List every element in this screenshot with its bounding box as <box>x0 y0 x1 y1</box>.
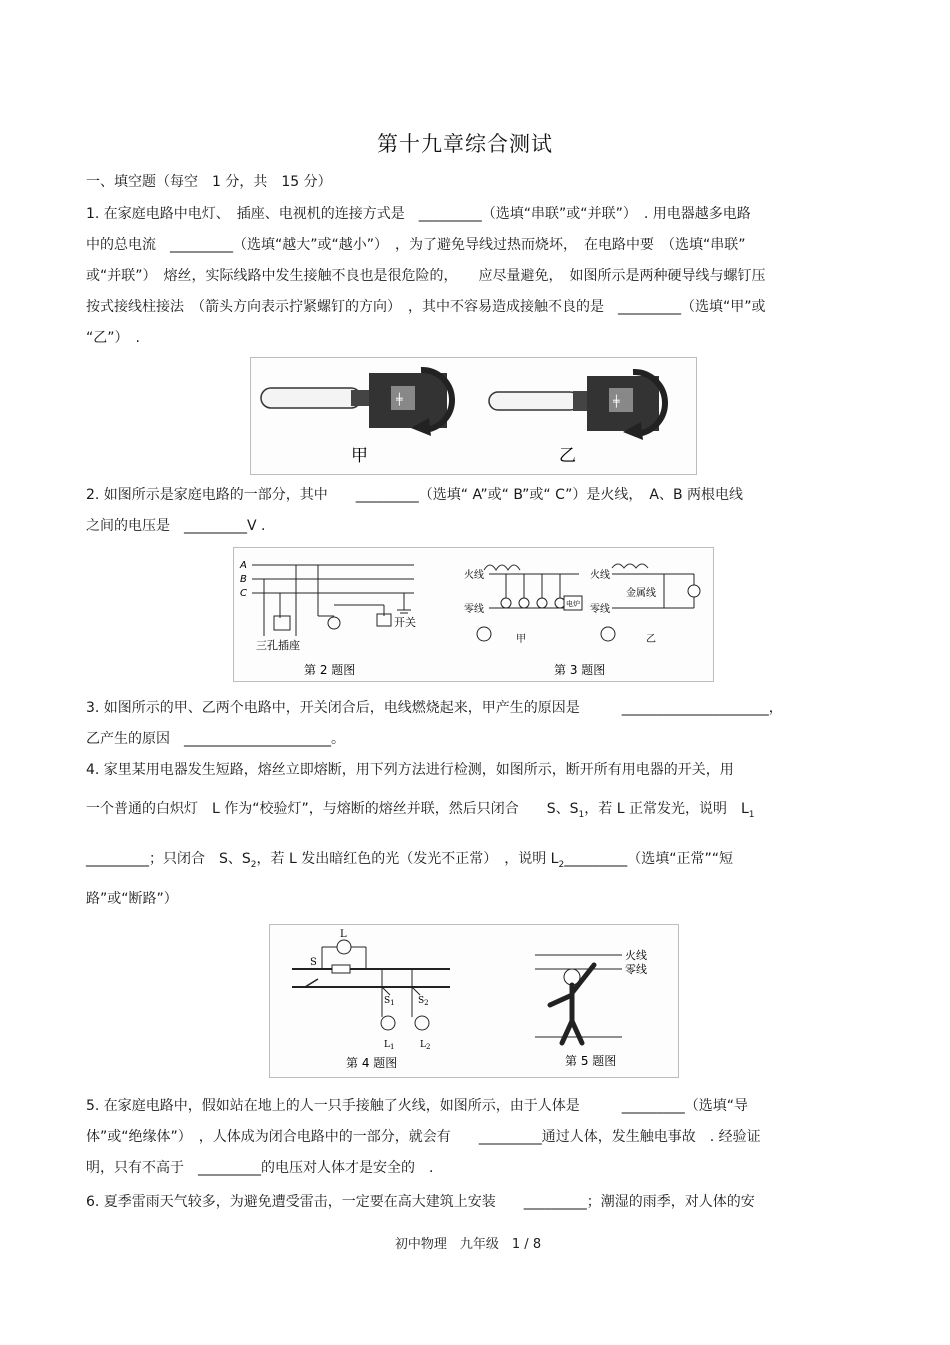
page-title: 第十九章综合测试 <box>377 132 553 156</box>
figure-2-3-circuits <box>233 547 714 682</box>
neutral-label-jia: 零线 <box>464 604 484 615</box>
figure-4-5 <box>269 924 679 1078</box>
lamp-l2-label: $L_2$ <box>420 1040 431 1051</box>
line-c-label: C <box>240 588 247 599</box>
metal-wire-label: 金属线 <box>626 588 656 599</box>
q1-line-1: 1. 在家庭电路中电灯、 插座、电视机的连接方式是 _________（选填“串联”或“并联”） . 用电器越多电路 <box>86 206 751 222</box>
figure-2-caption: 第 2 题图 <box>304 663 356 677</box>
appliance-label: 电炉 <box>566 600 580 608</box>
q3-line-2: 乙产生的原因 _____________________。 <box>86 731 345 747</box>
page-footer: 初中物理 九年级 1 / 8 <box>394 1237 542 1252</box>
q4-line-2-part-a: 一个普通的白炽灯 L 作为“校验灯”，与熔断的熔丝并联，然后只闭合 S、S <box>86 801 579 817</box>
q5-line-2: 体”或“绝缘体”） ，人体成为闭合电路中的一部分，就会有 _________通过人体，发生触电事故 . 经验证 <box>86 1129 761 1145</box>
subscript-2: 2 <box>250 859 257 870</box>
live-label-jia: 火线 <box>464 570 484 581</box>
lamp-l1-label: $L_1$ <box>384 1040 395 1051</box>
q4-line-2 <box>86 799 755 825</box>
q6-line-1: 6. 夏季雷雨天气较多，为避免遭受雷击，一定要在高大建筑上安装 _________；潮湿的雨季，对人体的安 <box>86 1194 755 1210</box>
figure-5-caption: 第 5 题图 <box>565 1054 617 1068</box>
figure-4-caption: 第 4 题图 <box>346 1056 398 1070</box>
line-a-label: A <box>240 560 247 571</box>
q2-line-2: 之间的电压是 _________V . <box>86 518 266 534</box>
subscript-1: 1 <box>578 809 585 820</box>
neutral-label-yi: 零线 <box>590 604 610 615</box>
switch-s-label: S <box>310 957 317 968</box>
q4-line-3-part-c: _________（选填“正常”“短 <box>564 851 733 867</box>
q5-line-3: 明，只有不高于 _________的电压对人体才是安全的 . <box>86 1160 434 1176</box>
figure-1-terminals <box>250 357 697 475</box>
q1-line-5: “乙”） . <box>86 330 140 346</box>
line-b-label: B <box>240 574 247 585</box>
label-jia: 甲 <box>516 634 526 645</box>
live-wire-label: 火线 <box>625 949 647 962</box>
q4-line-3 <box>86 849 733 875</box>
q5-line-1: 5. 在家庭电路中，假如站在地上的人一只手接触了火线，如图所示，由于人体是 _________（选填“导 <box>86 1098 749 1114</box>
subscript-2b: 2 <box>558 859 565 870</box>
label-yi: 乙 <box>646 634 656 645</box>
neutral-wire-label: 零线 <box>625 963 647 976</box>
q4-line-3-part-a: _________；只闭合 S、S <box>86 851 251 867</box>
svg-text:╪: ╪ <box>396 393 403 406</box>
subscript-1b: 1 <box>748 809 755 820</box>
figure-1-label-b: 乙 <box>559 446 576 466</box>
lamp-l-label: L <box>340 929 347 940</box>
socket-label: 三孔插座 <box>256 639 300 652</box>
svg-text:╪: ╪ <box>613 395 620 408</box>
q1-line-2: 中的总电流 _________（选填“越大”或“越小”） ，为了避免导线过热而烧坏， 在电路中要 （选填“串联” <box>86 237 746 253</box>
switch-label: 开关 <box>394 616 416 629</box>
q1-line-3: 或“并联”） 熔丝，实际线路中发生接触不良也是很危险的， 应尽量避免， 如图所示是两种硬导线与螺钉压 <box>86 268 766 284</box>
q4-line-4: 路”或“断路”） <box>86 891 178 907</box>
live-label-yi: 火线 <box>590 570 610 581</box>
switch-s1-label: $S_1$ <box>384 996 395 1007</box>
q4-line-2-part-b: ，若 L 正常发光，说明 L <box>584 801 749 817</box>
q4-line-3-part-b: ，若 L 发出暗红色的光（发光不正常） ，说明 L <box>256 851 559 867</box>
q1-line-4: 按式接线柱接法 （箭头方向表示拧紧螺钉的方向） ，其中不容易造成接触不良的是 _________（选填“甲”或 <box>86 299 766 315</box>
q3-line-1: 3. 如图所示的甲、乙两个电路中，开关闭合后，电线燃烧起来，甲产生的原因是 _____________________， <box>86 700 783 716</box>
section-heading: 一、填空题（每空 1 分，共 15 分） <box>86 174 332 190</box>
q4-line-1: 4. 家里某用电器发生短路，熔丝立即熔断，用下列方法进行检测，如图所示，断开所有用电器的开关，用 <box>86 762 734 778</box>
q2-line-1: 2. 如图所示是家庭电路的一部分，其中 _________（选填“ A”或“ B”或“ C”）是火线， A、B 两根电线 <box>86 487 744 503</box>
switch-s2-label: $S_2$ <box>418 996 429 1007</box>
figure-3-caption: 第 3 题图 <box>554 663 606 677</box>
figure-1-label-a: 甲 <box>351 446 368 466</box>
